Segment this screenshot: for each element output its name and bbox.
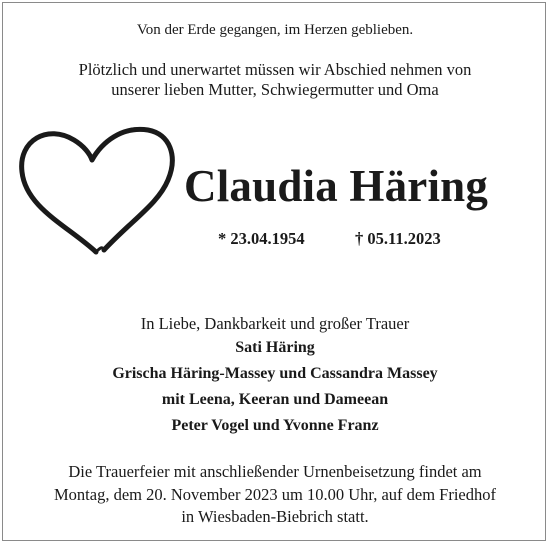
intro-line-2: unserer lieben Mutter, Schwiegermutter und Oma — [111, 80, 439, 99]
mourner-line: Peter Vogel und Yvonne Franz — [171, 417, 379, 434]
mourners-intro: In Liebe, Dankbarkeit und großer Trauer — [140, 314, 410, 333]
death-date: † 05.11.2023 — [355, 229, 441, 248]
motto-line: Von der Erde gegangen, im Herzen geblieben. — [136, 22, 414, 38]
mourner-line: mit Leena, Keeran und Dameean — [161, 391, 389, 408]
intro-line-1: Plötzlich und unerwartet müssen wir Abschied nehmen von — [78, 60, 472, 79]
birth-date: * 23.04.1954 — [218, 229, 305, 248]
service-line-3: in Wiesbaden-Biebrich statt. — [181, 507, 369, 526]
mourner-line: Sati Häring — [235, 339, 315, 356]
deceased-name: Claudia Häring — [184, 161, 489, 211]
heart-outline-icon — [8, 116, 183, 266]
service-line-2: Montag, dem 20. November 2023 um 10.00 Uhr, auf dem Friedhof — [53, 485, 496, 504]
service-line-1: Die Trauerfeier mit anschließender Urnenbeisetzung findet am — [68, 462, 482, 481]
mourner-line: Grischa Häring-Massey und Cassandra Massey — [112, 365, 438, 382]
